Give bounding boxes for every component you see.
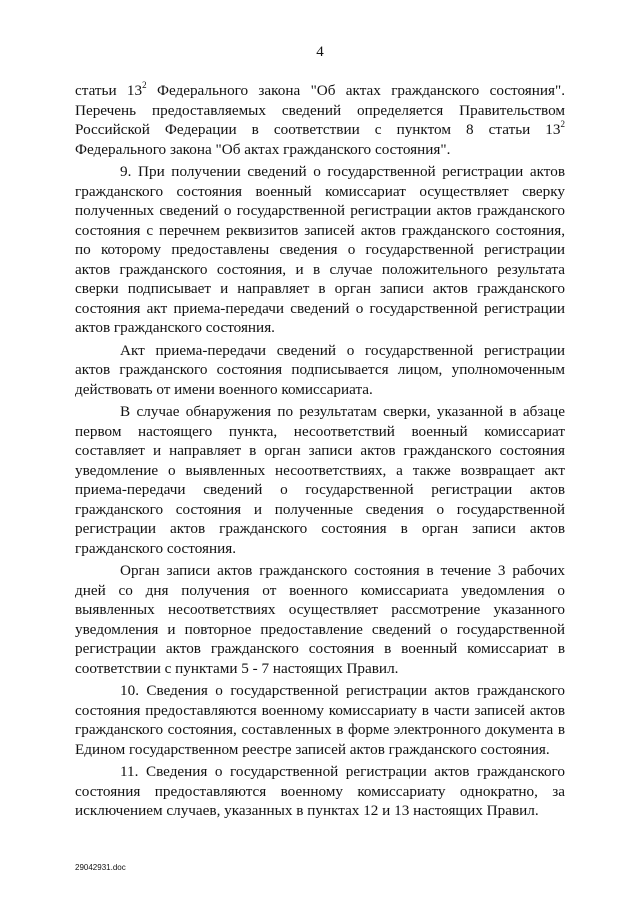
superscript: 2 [142, 79, 147, 90]
text-segment: В случае обнаружения по результатам сверки, указанной в абзаце первом настоящего пункта, несоответствий военный комиссариат составляет и направляет в орган записи актов гражданского состояния уведомление о выявленных несоответствиях, а также возвращает акт приема-передачи сведений о государственной регистрации актов гражданского состояния и полученные сведения о государственной регистрации актов гражданского состояния в орган записи актов гражданского состояния. [75, 403, 565, 557]
paragraph-9-discrepancies [75, 402, 565, 558]
text-segment: статьи 13 [75, 82, 143, 99]
text-segment: 9. При получении сведений о государственной регистрации актов гражданского состояния военный комиссариат осуществляет сверку полученных сведений о государственной регистрации актов гражданского состояния с перечнем реквизитов записей актов гражданского состояния, по которому предоставлены сведения о государственной регистрации актов гражданского состояния, и в случае положительного результата сверки подписывает и направляет в орган записи актов гражданского состояния акт приема-передачи сведений о государственной регистрации актов гражданского состояния. [75, 163, 565, 336]
paragraph-continuation [75, 81, 565, 159]
text-segment: 10. Сведения о государственной регистрации актов гражданского состояния предоставляются военному комиссариату в части записей актов гражданского состояния, составленных в форме электронного документа в Едином государственном реестре записей актов гражданского состояния. [75, 682, 565, 758]
footer-filename: 29042931.doc [75, 863, 126, 872]
text-segment: Акт приема-передачи сведений о государственной регистрации актов гражданского состояния подписывается лицом, уполномоченным действовать от имени военного комиссариата. [75, 341, 565, 398]
paragraph-9-act [75, 341, 565, 400]
superscript: 2 [560, 118, 565, 129]
paragraph-9-resubmission [75, 561, 565, 678]
text-segment: Федерального закона "Об актах гражданского состояния". [75, 140, 451, 158]
document-body [75, 81, 565, 824]
paragraph-10 [75, 681, 565, 759]
text-segment: 11. Сведения о государственной регистрации актов гражданского состояния предоставляются военному комиссариату однократно, за исключением случаев, указанных в пунктах 12 и 13 настоящих Правил. [75, 763, 565, 819]
paragraph-11 [75, 762, 565, 821]
page-number: 4 [316, 44, 324, 60]
text-segment: Орган записи актов гражданского состояния в течение 3 рабочих дней со дня получения от военного комиссариата уведомления о выявленных несоответствиях осуществляет рассмотрение указанного уведомления и повторное предоставление сведений о государственной регистрации актов гражданского состояния в военный комиссариат в соответствии с пунктами 5 - 7 настоящих Правил. [75, 562, 565, 677]
paragraph-9 [75, 162, 565, 338]
text-segment: Федерального закона "Об актах гражданского состояния". Перечень предоставляемых сведений определяется Правительством Российской Федерации в соответствии с пунктом 8 статьи 13 [75, 82, 565, 138]
